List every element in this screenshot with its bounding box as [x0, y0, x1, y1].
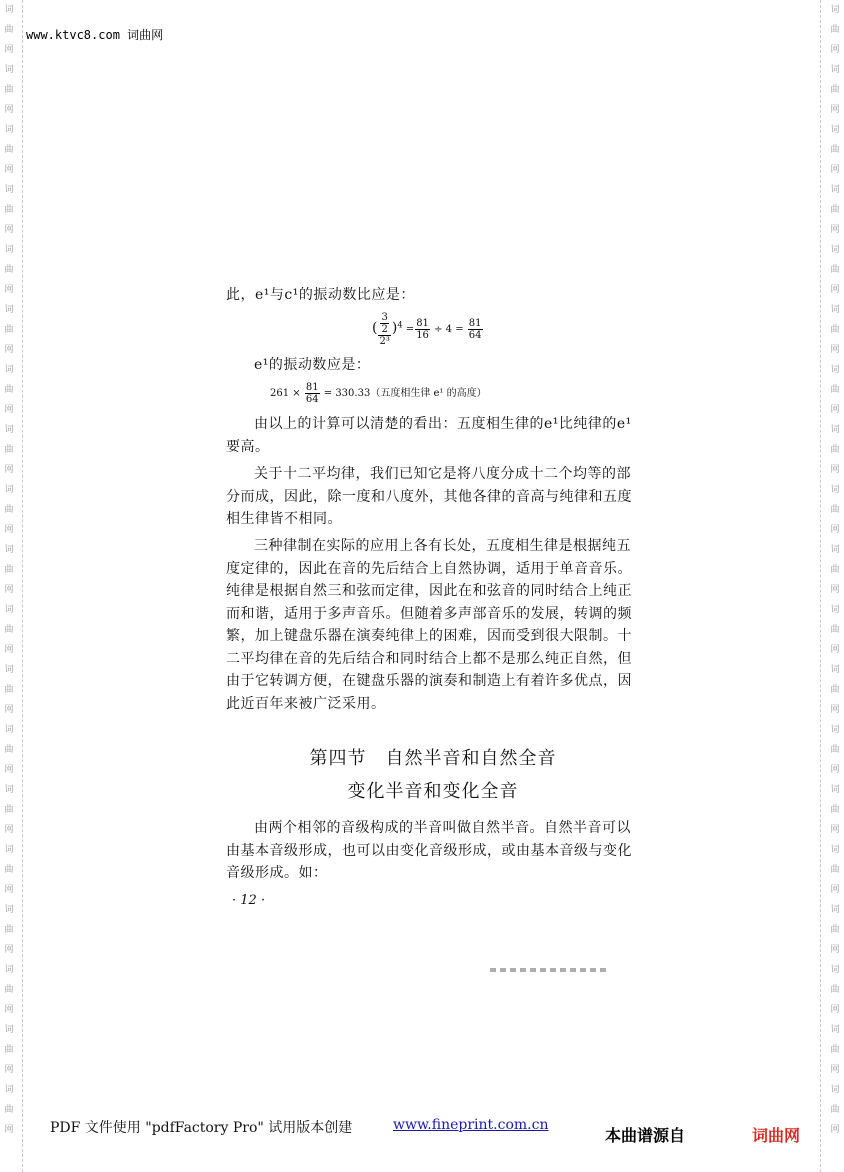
f1-div: 2³ — [379, 336, 390, 347]
watermark-char: 词 — [830, 5, 840, 15]
f1-base-den: 2 — [381, 324, 388, 335]
f1-base-num: 3 — [381, 312, 388, 323]
watermark-char: 网 — [4, 705, 14, 715]
watermark-char: 网 — [830, 405, 840, 415]
watermark-char: 曲 — [830, 385, 840, 395]
watermark-char: 网 — [4, 105, 14, 115]
watermark-char: 曲 — [830, 505, 840, 515]
page-number: · 12 · — [232, 893, 266, 908]
watermark-char: 曲 — [830, 1105, 840, 1115]
watermark-char: 词 — [4, 725, 14, 735]
watermark-char: 网 — [4, 825, 14, 835]
watermark-char: 词 — [4, 665, 14, 675]
watermark-char: 词 — [4, 305, 14, 315]
left-dashed-border — [22, 0, 23, 1172]
paragraph-semitone: 由两个相邻的音级构成的半音叫做自然半音。自然半音可以由基本音级形成，也可以由变化音级形成，或由基本音级与变化音级形成。如： — [226, 820, 632, 881]
watermark-char: 曲 — [830, 145, 840, 155]
watermark-char: 词 — [4, 545, 14, 555]
f2-num: 81 — [305, 382, 319, 393]
f1-op: ÷ 4 = — [434, 324, 464, 335]
left-watermark-column — [2, 0, 16, 1172]
watermark-char: 网 — [4, 1065, 14, 1075]
section-title-line2: 变化半音和变化全音 — [347, 781, 519, 802]
watermark-char: 网 — [4, 165, 14, 175]
watermark-char: 词 — [4, 1085, 14, 1095]
watermark-char: 网 — [830, 1065, 840, 1075]
watermark-char: 词 — [4, 965, 14, 975]
f1-eq2-den: 64 — [468, 330, 482, 341]
watermark-char: 网 — [830, 345, 840, 355]
watermark-char: 词 — [4, 905, 14, 915]
watermark-char: 网 — [4, 1005, 14, 1015]
watermark-char: 曲 — [830, 25, 840, 35]
watermark-char: 曲 — [830, 265, 840, 275]
f1-eq1-den: 16 — [416, 330, 429, 341]
watermark-char: 网 — [4, 225, 14, 235]
watermark-char: 词 — [830, 785, 840, 795]
watermark-char: 词 — [830, 905, 840, 915]
watermark-char: 网 — [830, 1125, 840, 1135]
watermark-char: 曲 — [830, 625, 840, 635]
right-dashed-border — [820, 0, 821, 1172]
watermark-char: 网 — [4, 765, 14, 775]
watermark-char: 曲 — [4, 25, 14, 35]
watermark-char: 网 — [830, 705, 840, 715]
watermark-char: 曲 — [4, 1045, 14, 1055]
watermark-char: 网 — [830, 465, 840, 475]
watermark-char: 网 — [830, 165, 840, 175]
scan-smudge — [490, 968, 610, 972]
section-title-line1: 第四节 自然半音和自然全音 — [309, 748, 557, 769]
formula-frequency — [270, 382, 487, 405]
watermark-char: 网 — [4, 45, 14, 55]
watermark-char: 曲 — [830, 1045, 840, 1055]
watermark-char: 曲 — [4, 505, 14, 515]
watermark-char: 网 — [830, 285, 840, 295]
watermark-char: 网 — [4, 285, 14, 295]
watermark-char: 词 — [4, 425, 14, 435]
watermark-char: 词 — [4, 185, 14, 195]
watermark-char: 曲 — [830, 325, 840, 335]
watermark-char: 曲 — [4, 385, 14, 395]
watermark-char: 词 — [4, 245, 14, 255]
formula-ratio: ( $\frac{\frac{3}{2}}{\text{2³}}$ )$^4$ = $\frac{81}{16}$ ÷ 4 = $\frac{81}{64}$ — [372, 312, 482, 347]
f2-den: 64 — [305, 394, 319, 405]
pdf-footer-link[interactable]: www.fineprint.com.cn — [393, 1117, 549, 1133]
watermark-char: 曲 — [830, 205, 840, 215]
paragraph-comparison: 由以上的计算可以清楚的看出：五度相生律的e¹比纯律的e¹要高。 — [226, 416, 632, 455]
watermark-char: 词 — [830, 65, 840, 75]
watermark-char: 网 — [4, 1125, 14, 1135]
brand-source-label: 本曲谱源自 — [605, 1126, 686, 1145]
watermark-char: 网 — [830, 585, 840, 595]
watermark-char: 网 — [4, 945, 14, 955]
watermark-char: 词 — [830, 1085, 840, 1095]
watermark-char: 网 — [830, 1005, 840, 1015]
watermark-char: 词 — [4, 845, 14, 855]
watermark-char: 词 — [830, 725, 840, 735]
pdf-footer-text: PDF 文件使用 "pdfFactory Pro" 试用版本创建 — [50, 1120, 353, 1136]
watermark-char: 词 — [830, 365, 840, 375]
watermark-char: 曲 — [4, 565, 14, 575]
watermark-char: 曲 — [830, 745, 840, 755]
watermark-char: 曲 — [830, 925, 840, 935]
watermark-char: 曲 — [4, 925, 14, 935]
watermark-char: 曲 — [4, 325, 14, 335]
watermark-char: 词 — [830, 665, 840, 675]
watermark-char: 曲 — [4, 85, 14, 95]
watermark-char: 网 — [4, 525, 14, 535]
watermark-char: 词 — [830, 185, 840, 195]
watermark-char: 网 — [4, 345, 14, 355]
watermark-char: 词 — [830, 125, 840, 135]
watermark-char: 网 — [4, 645, 14, 655]
right-watermark-column — [828, 0, 842, 1172]
watermark-char: 网 — [830, 105, 840, 115]
watermark-char: 网 — [830, 225, 840, 235]
watermark-char: 网 — [830, 825, 840, 835]
watermark-char: 曲 — [830, 85, 840, 95]
paragraph-ratio-intro: 此，e¹与c¹的振动数比应是： — [226, 287, 415, 303]
watermark-char: 网 — [4, 465, 14, 475]
site-label: www.ktvc8.com 词曲网 — [26, 28, 164, 42]
watermark-char: 曲 — [830, 685, 840, 695]
watermark-char: 词 — [4, 485, 14, 495]
watermark-char: 曲 — [830, 985, 840, 995]
watermark-char: 网 — [4, 585, 14, 595]
watermark-char: 曲 — [4, 265, 14, 275]
watermark-char: 词 — [830, 1025, 840, 1035]
watermark-char: 曲 — [4, 865, 14, 875]
watermark-char: 词 — [4, 1025, 14, 1035]
f1-exp: 4 — [397, 319, 403, 330]
watermark-char: 网 — [830, 885, 840, 895]
watermark-char: 曲 — [4, 805, 14, 815]
watermark-char: 词 — [830, 605, 840, 615]
watermark-char: 词 — [4, 605, 14, 615]
watermark-char: 词 — [830, 305, 840, 315]
watermark-char: 曲 — [4, 985, 14, 995]
watermark-char: 网 — [4, 405, 14, 415]
watermark-char: 词 — [830, 245, 840, 255]
watermark-char: 词 — [830, 545, 840, 555]
watermark-char: 词 — [4, 65, 14, 75]
watermark-char: 网 — [830, 525, 840, 535]
paragraph-equal-temperament: 关于十二平均律，我们已知它是将八度分成十二个均等的部分而成，因此，除一度和八度外，其他各律的音高与纯律和五度相生律皆不相同。 — [226, 466, 632, 527]
watermark-char: 词 — [4, 785, 14, 795]
watermark-char: 词 — [4, 125, 14, 135]
watermark-char: 词 — [4, 5, 14, 15]
watermark-char: 曲 — [830, 565, 840, 575]
watermark-char: 词 — [830, 485, 840, 495]
watermark-char: 曲 — [4, 145, 14, 155]
watermark-char: 曲 — [4, 205, 14, 215]
f1-eq2-num: 81 — [468, 318, 482, 329]
watermark-char: 网 — [4, 885, 14, 895]
f2-lead: 261 × — [270, 388, 301, 399]
watermark-char: 曲 — [830, 445, 840, 455]
watermark-char: 曲 — [4, 685, 14, 695]
watermark-char: 网 — [830, 945, 840, 955]
f1-eq1-num: 81 — [416, 318, 429, 329]
watermark-char: 曲 — [4, 1105, 14, 1115]
watermark-char: 词 — [4, 365, 14, 375]
brand-site-name[interactable]: 词曲网 — [752, 1126, 801, 1145]
watermark-char: 词 — [830, 845, 840, 855]
watermark-char: 词 — [830, 965, 840, 975]
watermark-char: 网 — [830, 45, 840, 55]
watermark-char: 曲 — [830, 865, 840, 875]
watermark-char: 词 — [830, 425, 840, 435]
watermark-char: 网 — [830, 645, 840, 655]
watermark-char: 曲 — [4, 445, 14, 455]
watermark-char: 曲 — [4, 625, 14, 635]
watermark-char: 网 — [830, 765, 840, 775]
watermark-char: 曲 — [830, 805, 840, 815]
paragraph-frequency-intro: e¹的振动数应是： — [254, 357, 371, 373]
paragraph-three-systems: 三种律制在实际的应用上各有长处，五度相生律是根据纯五度定律的，因此在音的先后结合上自然协调，适用于单音音乐。纯律是根据自然三和弦而定律，因此在和弦音的同时结合上纯正而和谐，适用于多声音乐。但随着多声部音乐的发展，转调的频繁，加上键盘乐器在演奏纯律上的困难，因而受到很大限制。十二平均律在音的先后结合和同时结合上都不是那么纯正自然，但由于它转调方便，在键盘乐器的演奏和制造上有着许多优点，因此近百年来被广泛采用。 — [226, 538, 632, 712]
watermark-char: 曲 — [4, 745, 14, 755]
f2-tail: = 330.33（五度相生律 e¹ 的高度） — [323, 388, 487, 399]
